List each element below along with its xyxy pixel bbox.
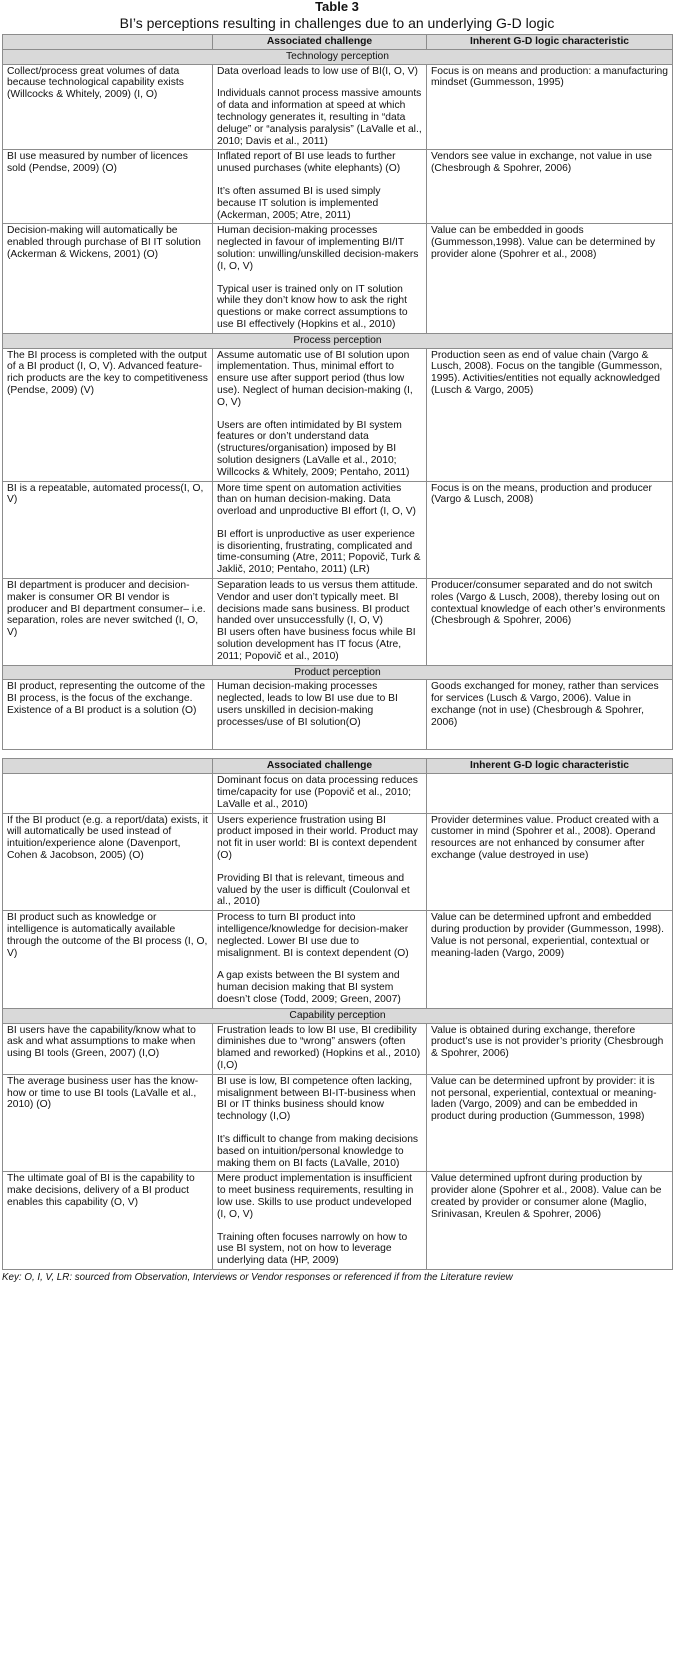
perception-cell: If the BI product (e.g. a report/data) exists, it will automatically be used instead of intuition/experience alone (Davenport, Cohen & Jacobson, 2005) (O) — [3, 813, 213, 911]
perception-cell: BI product, representing the outcome of the BI process, is the focus of the exchange. Existence of a BI product is a solution (O) — [3, 680, 213, 750]
perception-cell: BI users have the capability/know what to ask and what assumptions to make when using BI tools (Green, 2007) (I,O) — [3, 1023, 213, 1074]
challenge-cell: Human decision-making processes neglected, leads to low BI use due to BI users unskilled in decision-making processes/use of BI solution(O) — [213, 680, 427, 750]
gd-logic-cell: Provider determines value. Product created with a customer in mind (Spohrer et al., 2008). Operand resources are not enhanced by consumer after exchange (value destroyed in use) — [427, 813, 673, 911]
table-row — [3, 1023, 673, 1074]
document-page — [2, 0, 672, 1283]
gd-logic-cell: Value can be embedded in goods (Gummesson,1998). Value can be determined by provider alone (Spohrer et al., 2008) — [427, 224, 673, 333]
challenge-cell: Dominant focus on data processing reduces time/capacity for use (Popovič et al., 2010; LaValle et al., 2010) — [213, 774, 427, 813]
perception-cell: The average business user has the know-how or time to use BI tools (LaValle et al., 2010) (O) — [3, 1074, 213, 1172]
table-row — [3, 64, 673, 150]
section-row — [3, 1008, 673, 1023]
table-row — [3, 680, 673, 750]
section-product: Product perception — [3, 665, 673, 680]
table-row — [3, 813, 673, 911]
section-row — [3, 665, 673, 680]
header-associated-challenge: Associated challenge — [213, 759, 427, 774]
perception-cell — [3, 774, 213, 813]
section-row — [3, 49, 673, 64]
gd-logic-cell: Value determined upfront during production by provider alone (Spohrer et al., 2008). Value can be created by provider or consumer alone (Maglio, Srinivasan, Kreulen & Spohrer, 2006) — [427, 1172, 673, 1270]
table-row — [3, 481, 673, 579]
challenge-cell: BI use is low, BI competence often lacking, misalignment between BI-IT-business when BI or IT thinks business should know technology (I,O) It’s difficult to change from making decisions based on intuition/personal knowledge to making them on BI facts (LaValle, 2010) — [213, 1074, 427, 1172]
gd-logic-cell — [427, 774, 673, 813]
perception-cell: Decision-making will automatically be enabled through purchase of BI IT solution (Ackerman & Wickens, 2001) (O) — [3, 224, 213, 333]
gd-logic-cell: Vendors see value in exchange, not value in use (Chesbrough & Spohrer, 2006) — [427, 150, 673, 224]
section-technology: Technology perception — [3, 49, 673, 64]
table-row — [3, 1074, 673, 1172]
challenge-cell: Human decision-making processes neglected in favour of implementing BI/IT solution: unwilling/unskilled decision-makers (I, O, V) Typical user is trained only on IT solution while they don’t know how to ask the right questions or make correct assumptions to use BI effectively (Hopkins et al., 2010) — [213, 224, 427, 333]
table-header-row-repeat — [3, 759, 673, 774]
perception-cell: BI use measured by number of licences sold (Pendse, 2009) (O) — [3, 150, 213, 224]
challenge-cell: Mere product implementation is insufficient to meet business requirements, resulting in low use. Skills to use product undeveloped (I, O, V) Training often focuses narrowly on how to use BI system, not on how to leverage underlying data (HP, 2009) — [213, 1172, 427, 1270]
header-gd-logic: Inherent G-D logic characteristic — [427, 759, 673, 774]
table-header-row — [3, 35, 673, 50]
challenge-cell: Users experience frustration using BI product imposed in their world. Product may not fit in user world: BI is context dependent (O) Providing BI that is relevant, timeous and valued by the user is difficult (Coulonval et al., 2010) — [213, 813, 427, 911]
perception-cell: BI department is producer and decision-maker is consumer OR BI vendor is producer and BI department consumer– i.e. separation, roles are never switched (I, O, V) — [3, 579, 213, 666]
gd-logic-cell: Production seen as end of value chain (Vargo & Lusch, 2008). Focus on the tangible (Gummesson, 1995). Activities/entities not equally acknowledged (Lusch & Vargo, 2005) — [427, 348, 673, 481]
gd-logic-cell: Producer/consumer separated and do not switch roles (Vargo & Lusch, 2008), thereby losing out on contextual knowledge of each other’s environments (Chesbrough & Spohrer, 2006) — [427, 579, 673, 666]
challenge-cell: Process to turn BI product into intelligence/knowledge for decision-maker neglected. Lower BI use due to misalignment. BI is context dependent (O) A gap exists between the BI system and human decision making that BI system doesn’t close (Todd, 2009; Green, 2007) — [213, 911, 427, 1009]
gd-logic-cell: Focus is on means and production: a manufacturing mindset (Gummesson, 1995) — [427, 64, 673, 150]
challenge-cell: Data overload leads to low use of BI(I, O, V) Individuals cannot process massive amounts of data and information at speed at which technology generates it, resulting in “data deluge” or “analysis paralysis” (LaValle et al., 2010; Davis et al., 2011) — [213, 64, 427, 150]
table-title: BI’s perceptions resulting in challenges due to an underlying G-D logic — [119, 15, 555, 31]
gd-logic-cell: Focus is on the means, production and producer (Vargo & Lusch, 2008) — [427, 481, 673, 579]
challenge-cell: Separation leads to us versus them attitude. Vendor and user don’t typically meet. BI decisions made sans business. BI product handed over unsuccessfully (I, O, V) BI users often have business focus while BI solution development has IT focus (Atre, 2011; Popovič et al., 2010) — [213, 579, 427, 666]
perception-cell: Collect/process great volumes of data because technological capability exists (Willcocks & Whitely, 2009) (I, O) — [3, 64, 213, 150]
perception-cell: The ultimate goal of BI is the capability to make decisions, delivery of a BI product enables this capability (O, V) — [3, 1172, 213, 1270]
section-row — [3, 333, 673, 348]
gd-logic-cell: Value can be determined upfront and embedded during production by provider (Gummesson, 1998). Value is not personal, experiential, contextual or meaning-laden (Vargo, 2009) — [427, 911, 673, 1009]
section-process: Process perception — [3, 333, 673, 348]
perception-cell: BI product such as knowledge or intelligence is automatically available through the outcome of the BI process (I, O, V) — [3, 911, 213, 1009]
table-row — [3, 774, 673, 813]
table-row — [3, 224, 673, 333]
table-number: Table 3 — [315, 0, 359, 14]
table-row — [3, 579, 673, 666]
gd-logic-cell: Goods exchanged for money, rather than services for services (Lusch & Vargo, 2006). Value in exchange (not in use) (Chesbrough & Spohrer, 2006) — [427, 680, 673, 750]
section-capability: Capability perception — [3, 1008, 673, 1023]
perception-cell: BI is a repeatable, automated process(I, O, V) — [3, 481, 213, 579]
perception-cell: The BI process is completed with the output of a BI product (I, O, V). Advanced feature-rich products are the key to competitiveness (Pendse, 2009) (V) — [3, 348, 213, 481]
table-row — [3, 1172, 673, 1270]
gd-logic-cell: Value is obtained during exchange, therefore product’s use is not provider’s priority (Chesbrough & Spohrer, 2006) — [427, 1023, 673, 1074]
gd-logic-cell: Value can be determined upfront by provider: it is not personal, experiential, contextual or meaning-laden (Vargo, 2009) and can be embedded in product during production (Gummesson, 1998) — [427, 1074, 673, 1172]
perceptions-table — [2, 34, 673, 1270]
table-row — [3, 348, 673, 481]
header-associated-challenge: Associated challenge — [213, 35, 427, 50]
page-break-gap — [3, 750, 673, 759]
challenge-cell: Inflated report of BI use leads to further unused purchases (white elephants) (O) It’s often assumed BI is used simply because IT solution is implemented (Ackerman, 2005; Atre, 2011) — [213, 150, 427, 224]
challenge-cell: Frustration leads to low BI use, BI credibility diminishes due to “wrong” answers (often blamed and reworked) (Hopkins et al., 2010) (I,O) — [213, 1023, 427, 1074]
header-perception — [3, 35, 213, 50]
table-row — [3, 150, 673, 224]
challenge-cell: Assume automatic use of BI solution upon implementation. Thus, minimal effort to ensure use after support period (thus low use). Neglect of human decision-making (I, O, V) Users are often intimidated by BI system features or don’t understand data (structures/organisation) imposed by BI solution designers (LaValle et al., 2010; Willcocks & Whitely, 2009; Pentaho, 2011) — [213, 348, 427, 481]
challenge-cell: More time spent on automation activities than on human decision-making. Data overload and unproductive BI effort (I, O, V) BI effort is unproductive as user experience is disorienting, frustrating, complicated and time-consuming (Atre, 2011; Popovič, Turk & Jaklič, 2010; Pentaho, 2011) (LR) — [213, 481, 427, 579]
header-perception — [3, 759, 213, 774]
header-gd-logic: Inherent G-D logic characteristic — [427, 35, 673, 50]
table-key-note: Key: O, I, V, LR: sourced from Observation, Interviews or Vendor responses or referenced if from the Literature review — [2, 1271, 513, 1283]
table-row — [3, 911, 673, 1009]
